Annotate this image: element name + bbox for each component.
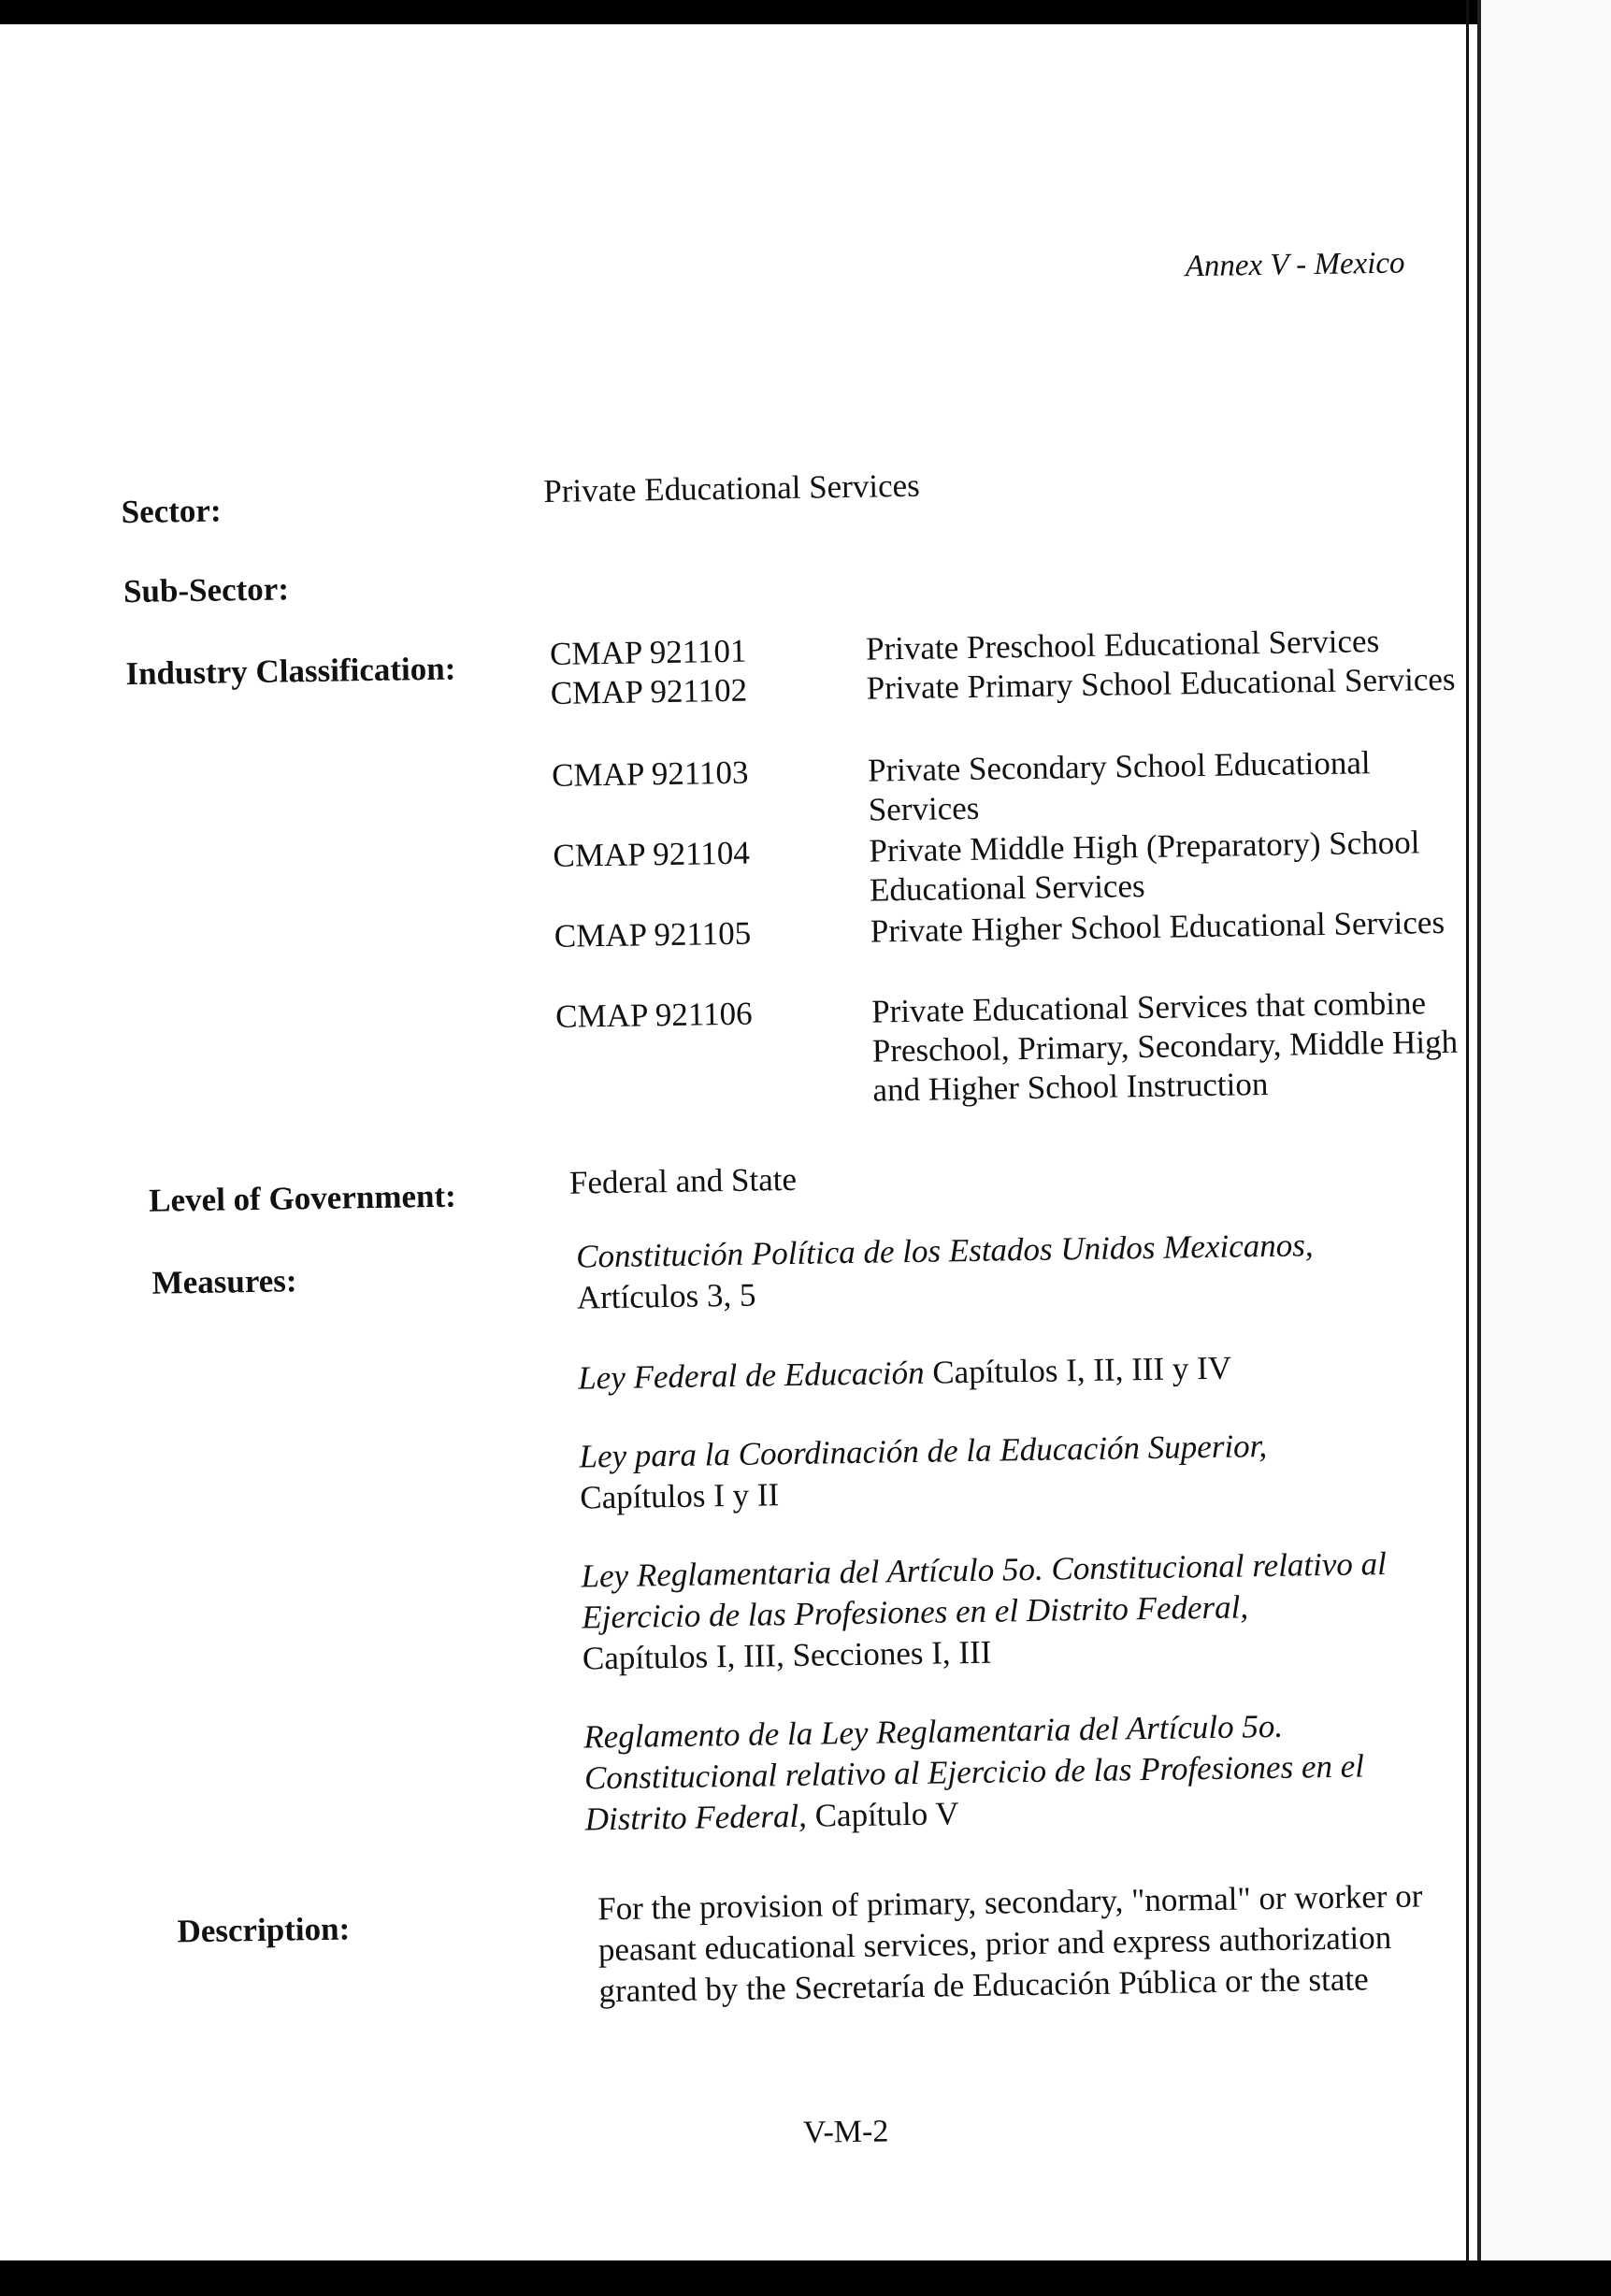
cmap-code: CMAP 921103 [551, 753, 749, 794]
cmap-description: Private Primary School Educational Services [866, 660, 1456, 707]
page-number: V-M-2 [802, 2114, 889, 2150]
scan-right-margin [1481, 0, 1611, 2296]
measure-item [583, 1703, 1455, 1841]
measure-detail: Capítulos I, II, III y IV [931, 1349, 1232, 1391]
sector-label: Sector: [121, 492, 222, 531]
level-of-government-label: Level of Government: [148, 1177, 457, 1219]
cmap-description: Private Higher School Educational Services [870, 903, 1446, 950]
cmap-description: Private Educational Services that combine Preschool, Primary, Secondary, Middle High and Higher School Instruction [870, 984, 1459, 1109]
measure-item [579, 1422, 1477, 1518]
sector-value: Private Educational Services [543, 466, 921, 510]
industry-classification-label: Industry Classification: [125, 650, 456, 693]
description-label: Description: [177, 1910, 351, 1950]
measure-title: Constitución Política de los Estados Unidos Mexicanos, [575, 1227, 1314, 1275]
cmap-description: Private Secondary School Educational Services [867, 744, 1371, 828]
measure-detail: Capítulos I, III, Secciones I, III [582, 1633, 992, 1677]
measure-title: Reglamento de la Ley Reglamentaria del Artículo 5o. Constitucional relativo al Ejercicio de las Profesiones en el Distrito Federal, [583, 1707, 1365, 1838]
description-text: For the provision of primary, secondary, "normal" or worker or peasant educational services, prior and express authorization granted by the Secretaría de Educación Pública or the state [597, 1877, 1423, 2010]
measure-detail: Artículos 3, 5 [576, 1276, 756, 1316]
measure-title: Ley Federal de Educación [577, 1354, 925, 1397]
measure-item [578, 1343, 1476, 1399]
annex-header: Annex V - Mexico [1185, 246, 1405, 284]
cmap-description: Private Middle High (Preparatory) School Educational Services [869, 824, 1420, 909]
measure-detail: Capítulo V [814, 1795, 959, 1834]
cmap-description: Private Preschool Educational Services [865, 623, 1380, 667]
measure-item [576, 1223, 1474, 1319]
measures-label: Measures: [151, 1262, 297, 1301]
measure-item [581, 1543, 1452, 1680]
level-of-government-value: Federal and State [568, 1160, 798, 1201]
cmap-code: CMAP 921102 [550, 671, 748, 711]
cmap-code: CMAP 921104 [553, 834, 751, 874]
measure-title: Ley para la Coordinación de la Educación Superior, [579, 1428, 1268, 1475]
cmap-code: CMAP 921101 [549, 632, 747, 672]
measure-detail: Capítulos I y II [579, 1476, 780, 1516]
cmap-code: CMAP 921105 [554, 914, 752, 954]
measure-title: Ley Reglamentaria del Artículo 5o. Constitucional relativo al Ejercicio de las Profesiones en el Distrito Federal, [581, 1545, 1388, 1636]
cmap-code: CMAP 921106 [554, 995, 753, 1035]
subsector-label: Sub-Sector: [122, 570, 290, 610]
